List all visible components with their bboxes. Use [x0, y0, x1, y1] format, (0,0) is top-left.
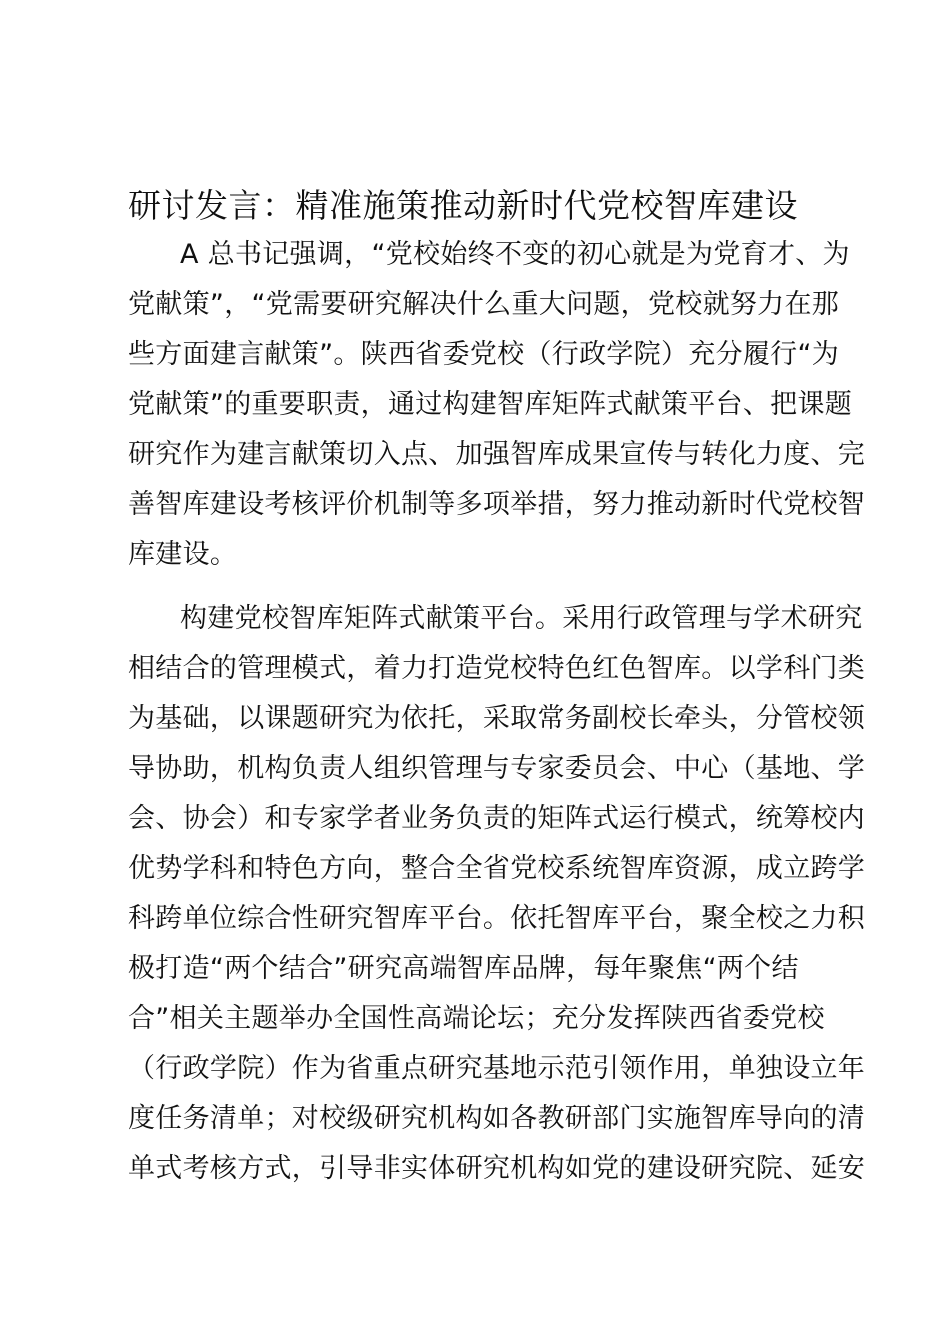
text-line: 单式考核方式，引导非实体研究机构如党的建设研究院、延安: [128, 1153, 866, 1184]
text-line: 些方面建言献策”。陕西省委党校（行政学院）充分履行“为: [128, 339, 840, 370]
text-line: A 总书记强调，“党校始终不变的初心就是为党育才、为: [180, 239, 850, 270]
text-line: 度任务清单；对校级研究机构如各教研部门实施智库导向的清: [128, 1103, 866, 1134]
text-line: 研究作为建言献策切入点、加强智库成果宣传与转化力度、完: [128, 439, 866, 470]
text-line: 科跨单位综合性研究智库平台。依托智库平台，聚全校之力积: [128, 903, 866, 934]
text-line: 相结合的管理模式，着力打造党校特色红色智库。以学科门类: [128, 653, 866, 684]
text-line: 善智库建设考核评价机制等多项举措，努力推动新时代党校智: [128, 489, 866, 520]
text-line: 党献策”的重要职责，通过构建智库矩阵式献策平台、把课题: [128, 389, 853, 420]
text-line: 导协助，机构负责人组织管理与专家委员会、中心（基地、学: [128, 753, 866, 784]
paragraph-gap: [128, 580, 832, 594]
text-line: 为基础，以课题研究为依托，采取常务副校长牵头，分管校领: [128, 703, 866, 734]
text-line: 优势学科和特色方向，整合全省党校系统智库资源，成立跨学: [128, 853, 866, 884]
paragraph-2: [128, 594, 866, 1194]
text-line: 极打造“两个结合”研究高端智库品牌，每年聚焦“两个结: [128, 953, 799, 984]
text-line: （行政学院）作为省重点研究基地示范引领作用，单独设立年: [128, 1053, 866, 1084]
text-line: 党献策”，“党需要研究解决什么重大问题，党校就努力在那: [128, 289, 840, 320]
text-line: 会、协会）和专家学者业务负责的矩阵式运行模式，统筹校内: [128, 803, 866, 834]
paragraph-1: [128, 230, 866, 580]
text-line: 库建设。: [128, 539, 238, 570]
text-line: 合”相关主题举办全国性高端论坛；充分发挥陕西省委党校: [128, 1003, 825, 1034]
text-line: 构建党校智库矩阵式献策平台。采用行政管理与学术研究: [180, 603, 863, 634]
document-title: 研讨发言：精准施策推动新时代党校智库建设: [128, 186, 798, 225]
document-body: [128, 230, 866, 1194]
